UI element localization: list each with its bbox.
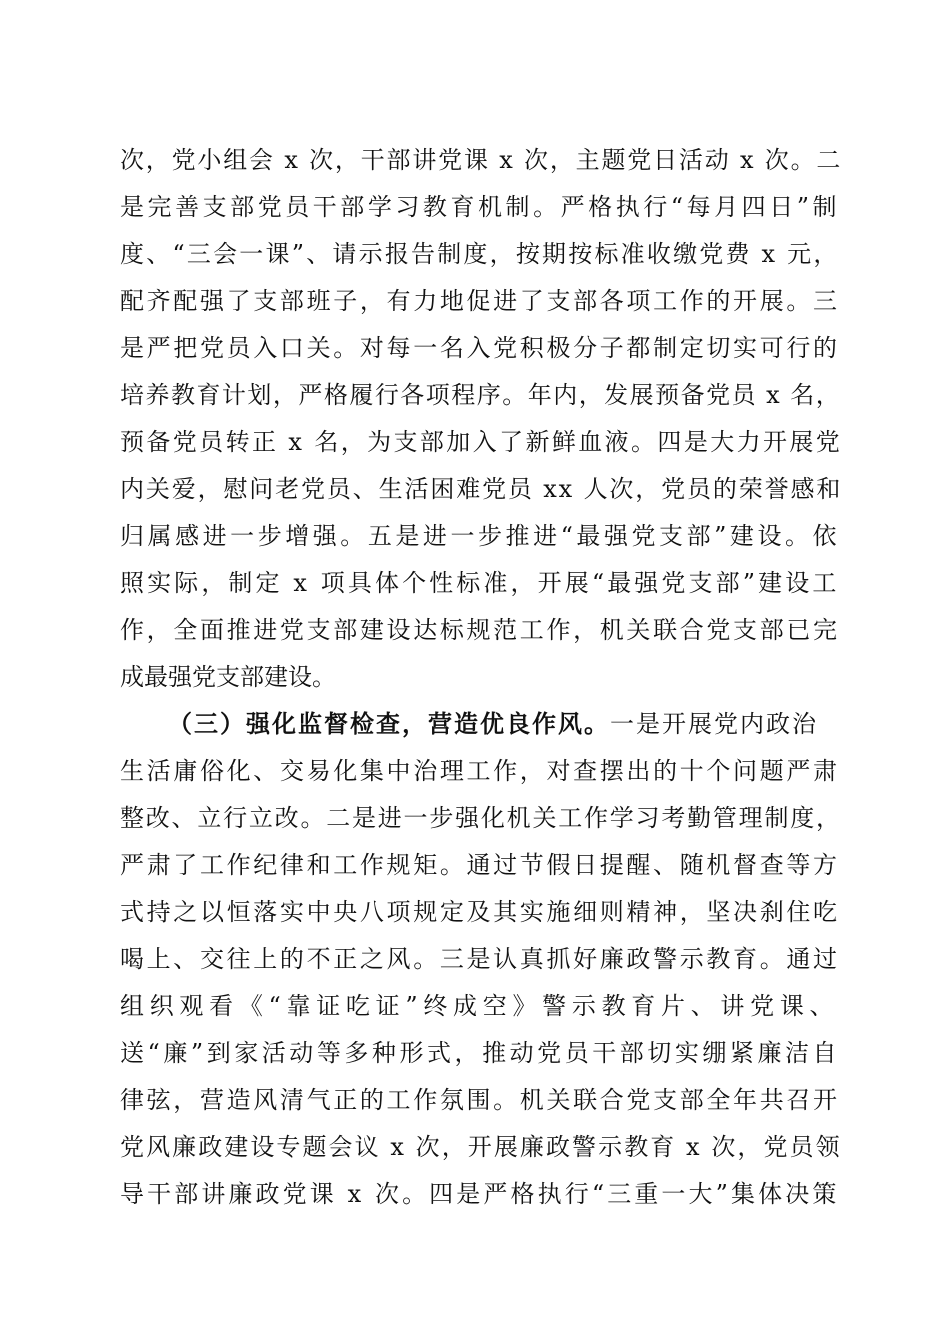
paragraph-1-line: 照实际，制定 x 项具体个性标准，开展“最强党支部”建设工 bbox=[120, 569, 840, 597]
paragraph-1-line: 是严把党员入口关。对每一名入党积极分子都制定切实可行的 bbox=[120, 334, 840, 362]
paragraph-1-line: 成最强党支部建设。 bbox=[120, 663, 336, 691]
paragraph-2-line: 喝上、交往上的不正之风。三是认真抓好廉政警示教育。通过 bbox=[120, 945, 840, 973]
paragraph-2-first-line bbox=[168, 709, 818, 739]
paragraph-1-line: 归属感进一步增强。五是进一步推进“最强党支部”建设。依 bbox=[120, 522, 841, 550]
document-body bbox=[120, 145, 843, 1208]
paragraph-2-line: 组织观看《“靠证吃证”终成空》警示教育片、讲党课、 bbox=[120, 992, 840, 1020]
paragraph-1-line: 配齐配强了支部班子，有力地促进了支部各项工作的开展。三 bbox=[120, 287, 840, 315]
paragraph-2-first-line-text: 一是开展党内政治 bbox=[610, 710, 818, 738]
paragraph-2-line: 式持之以恒落实中央八项规定及其实施细则精神，坚决刹住吃 bbox=[120, 898, 840, 926]
paragraph-2-line: 送“廉”到家活动等多种形式，推动党员干部切实绷紧廉洁自 bbox=[120, 1039, 841, 1067]
paragraph-1-line: 是完善支部党员干部学习教育机制。严格执行“每月四日”制 bbox=[120, 193, 841, 221]
paragraph-1-line: 内关爱，慰问老党员、生活困难党员 xx 人次，党员的荣誉感和 bbox=[120, 475, 843, 503]
paragraph-2-line: 党风廉政建设专题会议 x 次，开展廉政警示教育 x 次，党员领 bbox=[120, 1133, 842, 1161]
paragraph-2-line: 律弦，营造风清气正的工作氛围。机关联合党支部全年共召开 bbox=[120, 1086, 840, 1114]
paragraph-2-line: 导干部讲廉政党课 x 次。四是严格执行“三重一大”集体决策 bbox=[120, 1180, 840, 1208]
paragraph-1-line: 作，全面推进党支部建设达标规范工作，机关联合党支部已完 bbox=[120, 616, 840, 644]
paragraph-1-line: 次，党小组会 x 次，干部讲党课 x 次，主题党日活动 x 次。二 bbox=[120, 146, 843, 174]
paragraph-2-line: 生活庸俗化、交易化集中治理工作，对查摆出的十个问题严肃 bbox=[120, 757, 840, 785]
paragraph-1-line: 度、“三会一课”、请示报告制度，按期按标准收缴党费 x 元， bbox=[120, 240, 840, 268]
paragraph-2-line: 整改、立行立改。二是进一步强化机关工作学习考勤管理制度， bbox=[120, 804, 842, 832]
paragraph-1-line: 培养教育计划，严格履行各项程序。年内，发展预备党员 x 名， bbox=[120, 381, 842, 409]
paragraph-2-line: 严肃了工作纪律和工作规矩。通过节假日提醒、随机督查等方 bbox=[120, 851, 840, 879]
paragraph-1-line: 预备党员转正 x 名，为支部加入了新鲜血液。四是大力开展党 bbox=[120, 428, 843, 456]
section-heading: （三）强化监督检查，营造优良作风。 bbox=[168, 710, 610, 738]
